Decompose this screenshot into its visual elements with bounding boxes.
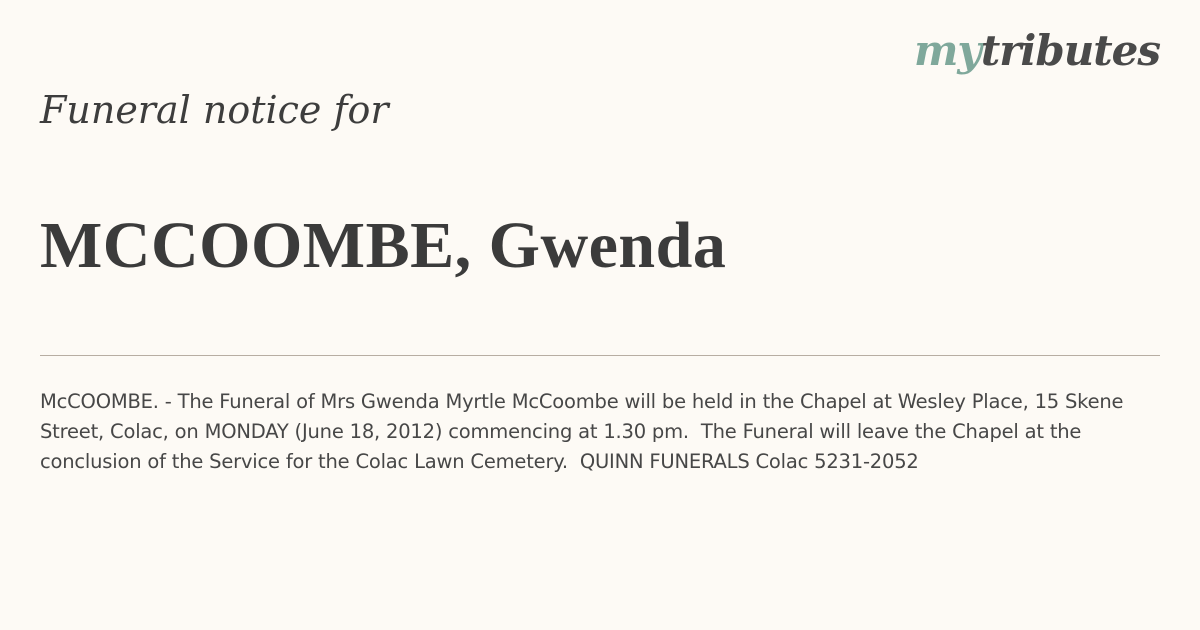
divider (40, 355, 1160, 356)
notice-kicker: Funeral notice for (40, 88, 389, 132)
mytributes-logo[interactable] (913, 26, 1160, 75)
deceased-name: MCCOOMBE, Gwenda (40, 209, 727, 282)
logo-my-text: my (913, 26, 981, 75)
notice-body: McCOOMBE. - The Funeral of Mrs Gwenda Myrtle McCoombe will be held in the Chapel at Wesley Place, 15 Skene Street, Colac, on MONDAY (June 18, 2012) commencing at 1.30 pm. The Funeral will leave the Chapel at the conclusion of the Service for the Colac Lawn Cemetery. QUINN FUNERALS Colac 5231-2052 (40, 390, 1130, 473)
logo-tributes-text: tributes (980, 26, 1160, 75)
